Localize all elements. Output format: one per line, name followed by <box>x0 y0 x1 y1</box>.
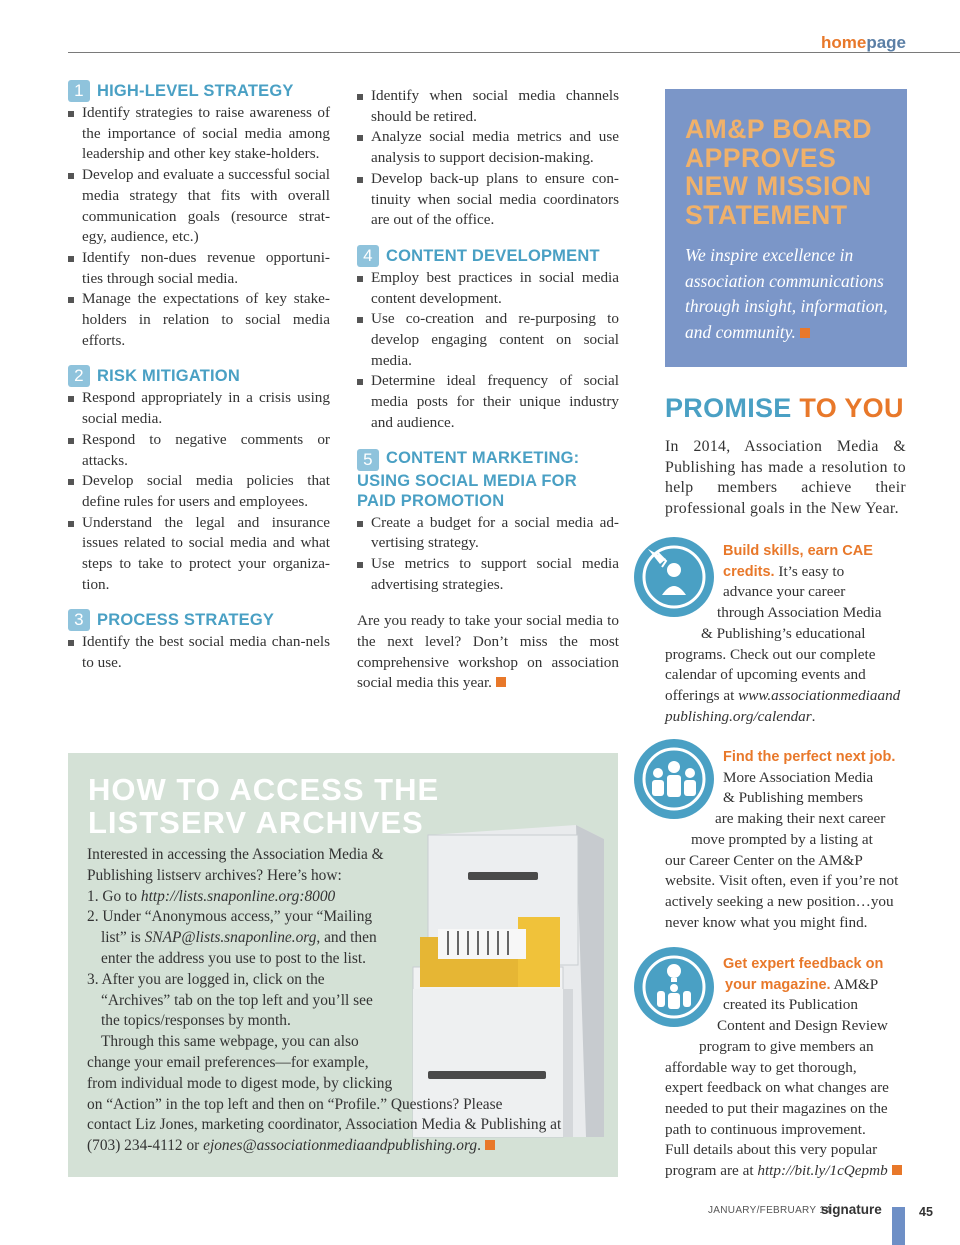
section-label: homepage <box>820 33 906 52</box>
bullet-item: Identify the best social media chan-nels to use. <box>68 632 330 673</box>
bullet-item: Identify non-dues revenue opportuni-ties through social media. <box>68 248 330 289</box>
end-mark <box>800 328 810 338</box>
listserv-box <box>68 753 618 1177</box>
promise-intro: In 2014, Association Media & Publishing has made a resolution to help members achieve their professional goals in the New Year. <box>665 438 906 518</box>
section-heading: 2 RISK MITIGATION <box>68 365 330 387</box>
bullet-item: Create a budget for a social media ad-vertising strategy. <box>357 513 619 554</box>
end-mark <box>892 1165 902 1175</box>
page-number: 45 <box>919 1205 933 1219</box>
step-1: 1. Go to http://lists.snaponline.org:8000 <box>87 887 336 905</box>
promise-heading: PROMISE TO YOU <box>665 393 904 423</box>
calendar-link[interactable]: www.associationmediaand <box>738 686 901 704</box>
bullet-item: Identify when social media channels should be retired. <box>357 86 619 127</box>
listserv-body: Interested in accessing the Association Media & Publishing listserv archives? Here’s how: 1. Go to http://lists.snaponline.org:8000 2. Under “Anonymous access,” your “Mailing list” is SNAP@lists.snaponline.org, and then enter the address you use to post to the list. 3. After you are logged in, click on the “Archives” tab on the top left and you’ll see the topics/responses by month. Through this same webpage, you can also change your email preferences—for example, from individual mode to digest mode, by clicking on “Action” in the top left and then on “Profile.” Questions? Please contact Liz Jones, marketing coordinator, Association Media & Publishing at (703) 234-4112 or ejones@associationmediaandpublishing.org. <box>87 845 561 1157</box>
section-number: 4 <box>357 245 379 267</box>
column-1 <box>68 80 330 688</box>
contact-line: (703) 234-4112 or ejones@associationmediaandpublishing.org. <box>87 1136 561 1157</box>
column-2 <box>357 86 619 694</box>
bullet-item: Determine ideal frequency of social media posts for their unique industry and audience. <box>357 371 619 433</box>
mailing-list-address[interactable]: SNAP@lists.snaponline.org <box>144 929 317 947</box>
bullet-list <box>68 632 330 673</box>
bullet-item: Develop back-up plans to ensure con-tinuity when social media coordinators are out of the office. <box>357 169 619 231</box>
bullet-item: Develop social media policies that define rules for users and employees. <box>68 471 330 512</box>
issue-date: JANUARY/FEBRUARY 14 <box>708 1205 831 1216</box>
magazine-name: signature <box>821 1202 882 1217</box>
bullet-item: Employ best practices in social media content development. <box>357 268 619 309</box>
footer-bar <box>892 1207 905 1245</box>
listserv-link[interactable]: http://lists.snaponline.org:8000 <box>140 887 336 905</box>
mission-statement: We inspire excellence in association communications through insight, information, and community. <box>685 245 888 342</box>
section-number: 1 <box>68 80 90 102</box>
contact-email-link[interactable]: ejones@associationmediaandpublishing.org <box>203 1137 478 1155</box>
bullet-item: Understand the legal and insurance issues related to social media and what steps to take to protect your organiza-tion. <box>68 513 330 596</box>
bullet-item: Develop and evaluate a successful social media strategy that fits with overall communication goals (resource strat-egy, audience, etc.) <box>68 165 330 248</box>
step-2-address: list” is SNAP@lists.snaponline.org, and then <box>101 929 377 947</box>
section-number: 2 <box>68 365 90 387</box>
bullet-item: Use co-creation and re-purposing to develop engaging content on social media. <box>357 309 619 371</box>
calendar-link[interactable]: publishing.org/calendar <box>665 707 812 725</box>
end-mark <box>485 1140 495 1150</box>
bullet-list <box>357 86 619 231</box>
listserv-title: HOW TO ACCESS THE LISTSERV ARCHIVES <box>88 772 440 840</box>
bullet-list <box>357 268 619 434</box>
section-heading: 4 CONTENT DEVELOPMENT <box>357 245 619 267</box>
bullet-list <box>68 388 330 595</box>
section-heading: 1 HIGH-LEVEL STRATEGY <box>68 80 330 102</box>
bullet-item: Identify strategies to raise awareness of the importance of social media among leadership and other key stake-holders. <box>68 103 330 165</box>
section-heading: 3 PROCESS STRATEGY <box>68 609 330 631</box>
promise-item-job: Find the perfect next job. More Association Media & Publishing members are making their next career move prompted by a listing at our Career Center on the AM&P website. Visit often, even if you’re not actively seeking a new position…you never know what you might find. <box>665 749 899 931</box>
bullet-item: Analyze social media metrics and use analysis to support decision-making. <box>357 127 619 168</box>
end-mark <box>496 677 506 687</box>
promise-item-feedback: Get expert feedback on your magazine. AM&P created its Publication Content and Design Review program to give members an affordable way to get thorough, expert feedback on what changes are needed to put their magazines on the path to continuous improvement. Full details about this very popular program are at http://bit.ly/1cQepmb <box>665 954 902 1182</box>
section-number: 3 <box>68 609 90 631</box>
closing-paragraph: Are you ready to take your social media to the next level? Don’t miss the most comprehensive workshop on association social media this year. <box>357 612 619 692</box>
bullet-list <box>68 103 330 351</box>
bullet-item: Respond appropriately in a crisis using social media. <box>68 388 330 429</box>
bullet-item: Respond to negative comments or attacks. <box>68 430 330 471</box>
bullet-list <box>357 513 619 596</box>
section-heading: 5 CONTENT MARKETING: USING SOCIAL MEDIA FOR PAID PROMOTION <box>357 448 580 511</box>
mission-title: AM&P BOARD APPROVES NEW MISSION STATEMENT <box>685 114 873 230</box>
bullet-item: Manage the expectations of key stake-holders in relation to social media efforts. <box>68 289 330 351</box>
review-link[interactable]: http://bit.ly/1cQepmb <box>757 1162 888 1180</box>
promise-item-skills: Build skills, earn CAE credits. It’s easy to advance your career through Association Media & Publishing’s educational programs. Check out our complete calendar of upcoming events and offerings at www.associationmediaand publishing.org/calendar. <box>665 543 901 725</box>
bullet-item: Use metrics to support social media advertising strategies. <box>357 554 619 595</box>
section-number: 5 <box>357 449 379 471</box>
mission-box <box>665 89 907 367</box>
